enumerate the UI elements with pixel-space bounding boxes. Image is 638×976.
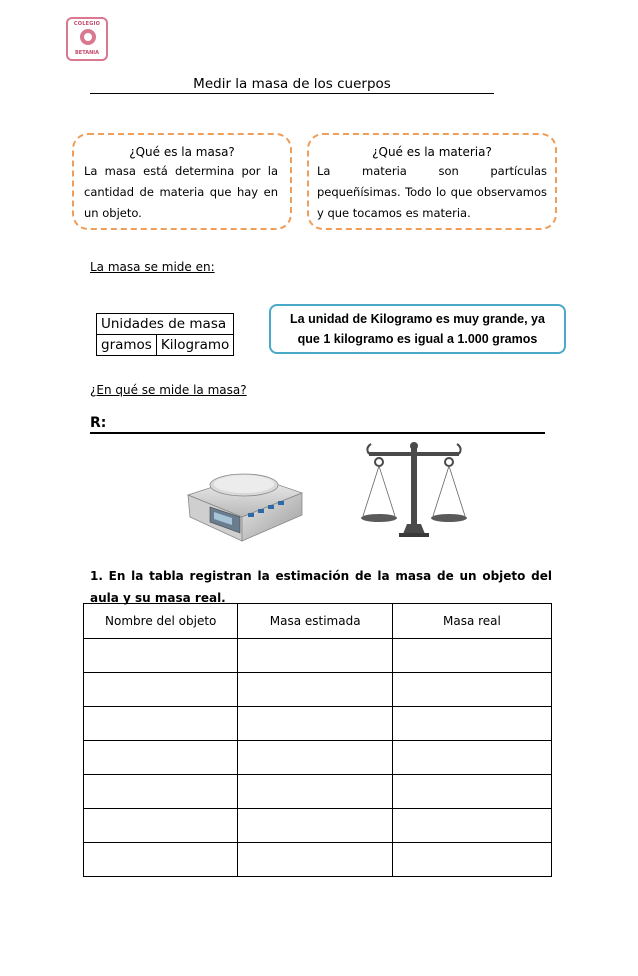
table-cell[interactable] — [84, 843, 238, 877]
logo-emblem-icon — [80, 29, 96, 45]
table-cell[interactable] — [238, 775, 392, 809]
units-table-header: Unidades de masa — [97, 314, 234, 335]
where-measured-question: ¿En qué se mide la masa? — [90, 383, 247, 397]
table-cell[interactable] — [84, 707, 238, 741]
table-cell[interactable] — [238, 639, 392, 673]
table-row — [84, 809, 552, 843]
table-cell[interactable] — [238, 741, 392, 775]
column-estimated-mass: Masa estimada — [238, 604, 392, 639]
mass-box-text: La masa está determina por la cantidad de materia que hay en un objeto. — [84, 164, 278, 220]
table-cell[interactable] — [392, 673, 551, 707]
table-cell[interactable] — [84, 673, 238, 707]
column-real-mass: Masa real — [392, 604, 551, 639]
answer-prefix: R: — [90, 415, 107, 431]
table-cell[interactable] — [392, 741, 551, 775]
mass-records-table — [83, 603, 552, 877]
table-row — [84, 775, 552, 809]
table-cell[interactable] — [84, 809, 238, 843]
title-underline — [90, 93, 494, 94]
table-row — [84, 741, 552, 775]
answer-line[interactable] — [90, 415, 545, 434]
logo-bottom-text: BETANIA — [74, 50, 100, 56]
table-row — [84, 639, 552, 673]
mass-box-title: ¿Qué es la masa? — [129, 145, 235, 159]
table-cell[interactable] — [392, 639, 551, 673]
matter-box-title: ¿Qué es la materia? — [372, 145, 492, 159]
table-cell[interactable] — [392, 843, 551, 877]
digital-scale-image — [180, 455, 308, 545]
table-cell[interactable] — [392, 707, 551, 741]
table-cell[interactable] — [238, 707, 392, 741]
unit-grams: gramos — [97, 335, 157, 356]
column-object-name: Nombre del objeto — [84, 604, 238, 639]
table-cell[interactable] — [84, 639, 238, 673]
table-cell[interactable] — [238, 673, 392, 707]
activity-instruction: 1. En la tabla registran la estimación de la masa de un objeto del aula y su masa real. — [90, 569, 552, 605]
matter-box-text: La materia son partículas pequeñísimas. Todo lo que observamos y que tocamos es materia. — [317, 164, 547, 220]
school-logo — [66, 17, 108, 61]
mass-units-table — [96, 313, 234, 356]
info-line-1: La unidad de Kilogramo es muy grande, ya — [290, 312, 545, 326]
table-row — [84, 707, 552, 741]
kilogram-info-box — [269, 304, 566, 354]
table-row — [84, 673, 552, 707]
page-title: Medir la masa de los cuerpos — [193, 76, 391, 92]
table-cell[interactable] — [84, 775, 238, 809]
table-cell[interactable] — [238, 843, 392, 877]
unit-kilogram: Kilogramo — [156, 335, 233, 356]
balance-scale-image — [355, 440, 475, 540]
table-cell[interactable] — [392, 775, 551, 809]
logo-top-text: COLEGIO — [73, 21, 101, 27]
table-row — [84, 843, 552, 877]
table-cell[interactable] — [84, 741, 238, 775]
matter-definition-box — [307, 133, 557, 230]
mass-definition-box — [72, 133, 292, 230]
table-cell[interactable] — [238, 809, 392, 843]
mass-measured-in-heading: La masa se mide en: — [90, 260, 215, 274]
table-cell[interactable] — [392, 809, 551, 843]
info-line-2: que 1 kilogramo es igual a 1.000 gramos — [297, 332, 538, 346]
